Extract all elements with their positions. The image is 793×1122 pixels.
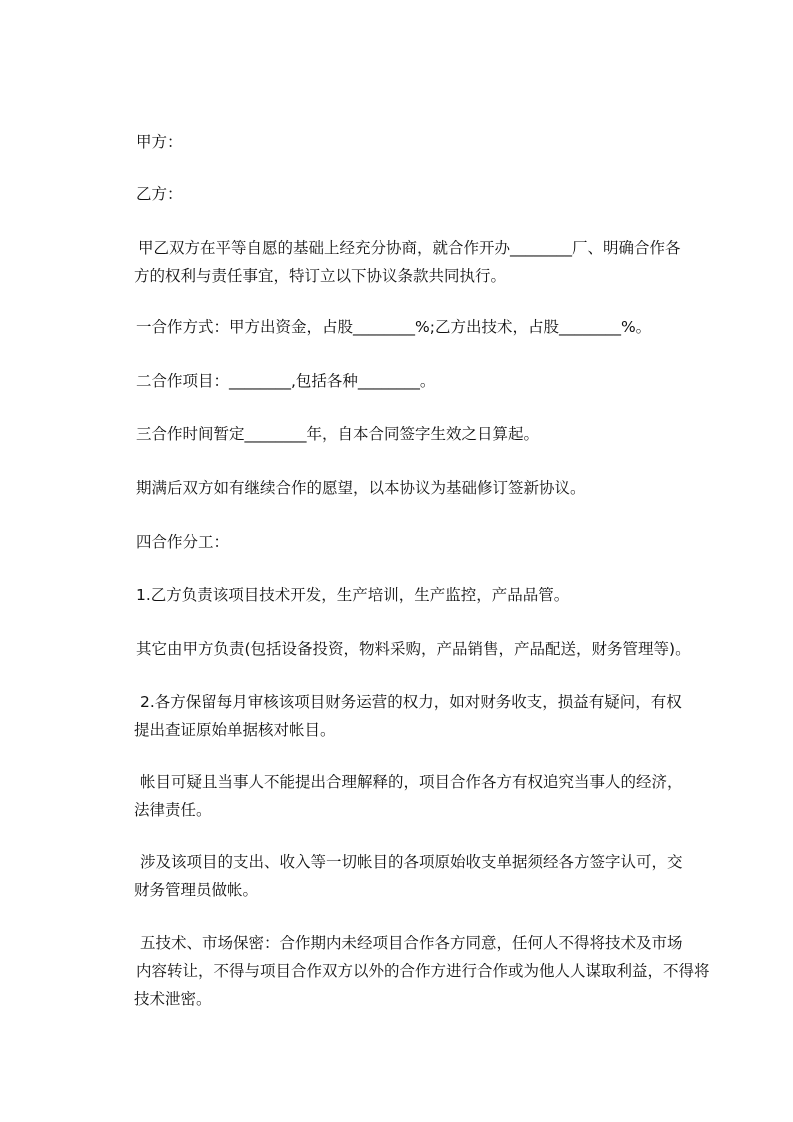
item-2-sign-paragraph: [134, 848, 720, 904]
clause-5-paragraph: [134, 929, 720, 1013]
intro-line-2: 方的权利与责任事宜，特订立以下协议条款共同执行。: [134, 267, 507, 285]
item-2-doubt-line-2: 法律责任。: [134, 801, 212, 819]
clause-4-title: 四合作分工：: [136, 533, 230, 551]
intro-line-1: 甲乙双方在平等自愿的基础上经充分协商，就合作开办________厂、明确合作各: [138, 239, 681, 257]
clause-5-line-2: 内容转让，不得与项目合作双方以外的合作方进行合作或为他人人谋取利益，不得将: [136, 962, 710, 980]
item-2-sign-line-2: 财务管理员做帐。: [134, 881, 259, 899]
intro-paragraph: [134, 234, 708, 290]
clause-5-line-3: 技术泄密。: [134, 990, 212, 1008]
clause-5-line-1: 五技术、市场保密：合作期内未经项目合作各方同意，任何人不得将技术及市场: [140, 934, 683, 952]
item-2-doubt-paragraph: [134, 768, 720, 824]
item-1: 1.乙方负责该项目技术开发，生产培训，生产监控，产品品管。: [136, 586, 570, 604]
party-b-label: 乙方：: [136, 185, 183, 203]
item-1-other: 其它由甲方负责(包括设备投资，物料采购，产品销售，产品配送，财务管理等)。: [136, 640, 691, 658]
clause-2: 二合作项目：________,包括各种________。: [136, 372, 436, 390]
clause-3: 三合作时间暂定________年，自本合同签字生效之日算起。: [136, 425, 540, 443]
item-2-paragraph: [134, 688, 720, 744]
item-2-sign-line-1: 涉及该项目的支出、收入等一切帐目的各项原始收支单据须经各方签字认可，交: [140, 853, 683, 871]
party-a-label: 甲方：: [136, 133, 183, 151]
clause-1: 一合作方式：甲方出资金，占股________%;乙方出技术，占股________%。: [136, 318, 652, 336]
renewal-paragraph: 期满后双方如有继续合作的愿望，以本协议为基础修订签新协议。: [136, 479, 586, 497]
item-2-doubt-line-1: 帐目可疑且当事人不能提出合理解释的，项目合作各方有权追究当事人的经济，: [140, 773, 683, 791]
item-2-line-1: 2.各方保留每月审核该项目财务运营的权力，如对财务收支，损益有疑问，有权: [140, 693, 682, 711]
item-2-line-2: 提出查证原始单据核对帐目。: [134, 721, 336, 739]
